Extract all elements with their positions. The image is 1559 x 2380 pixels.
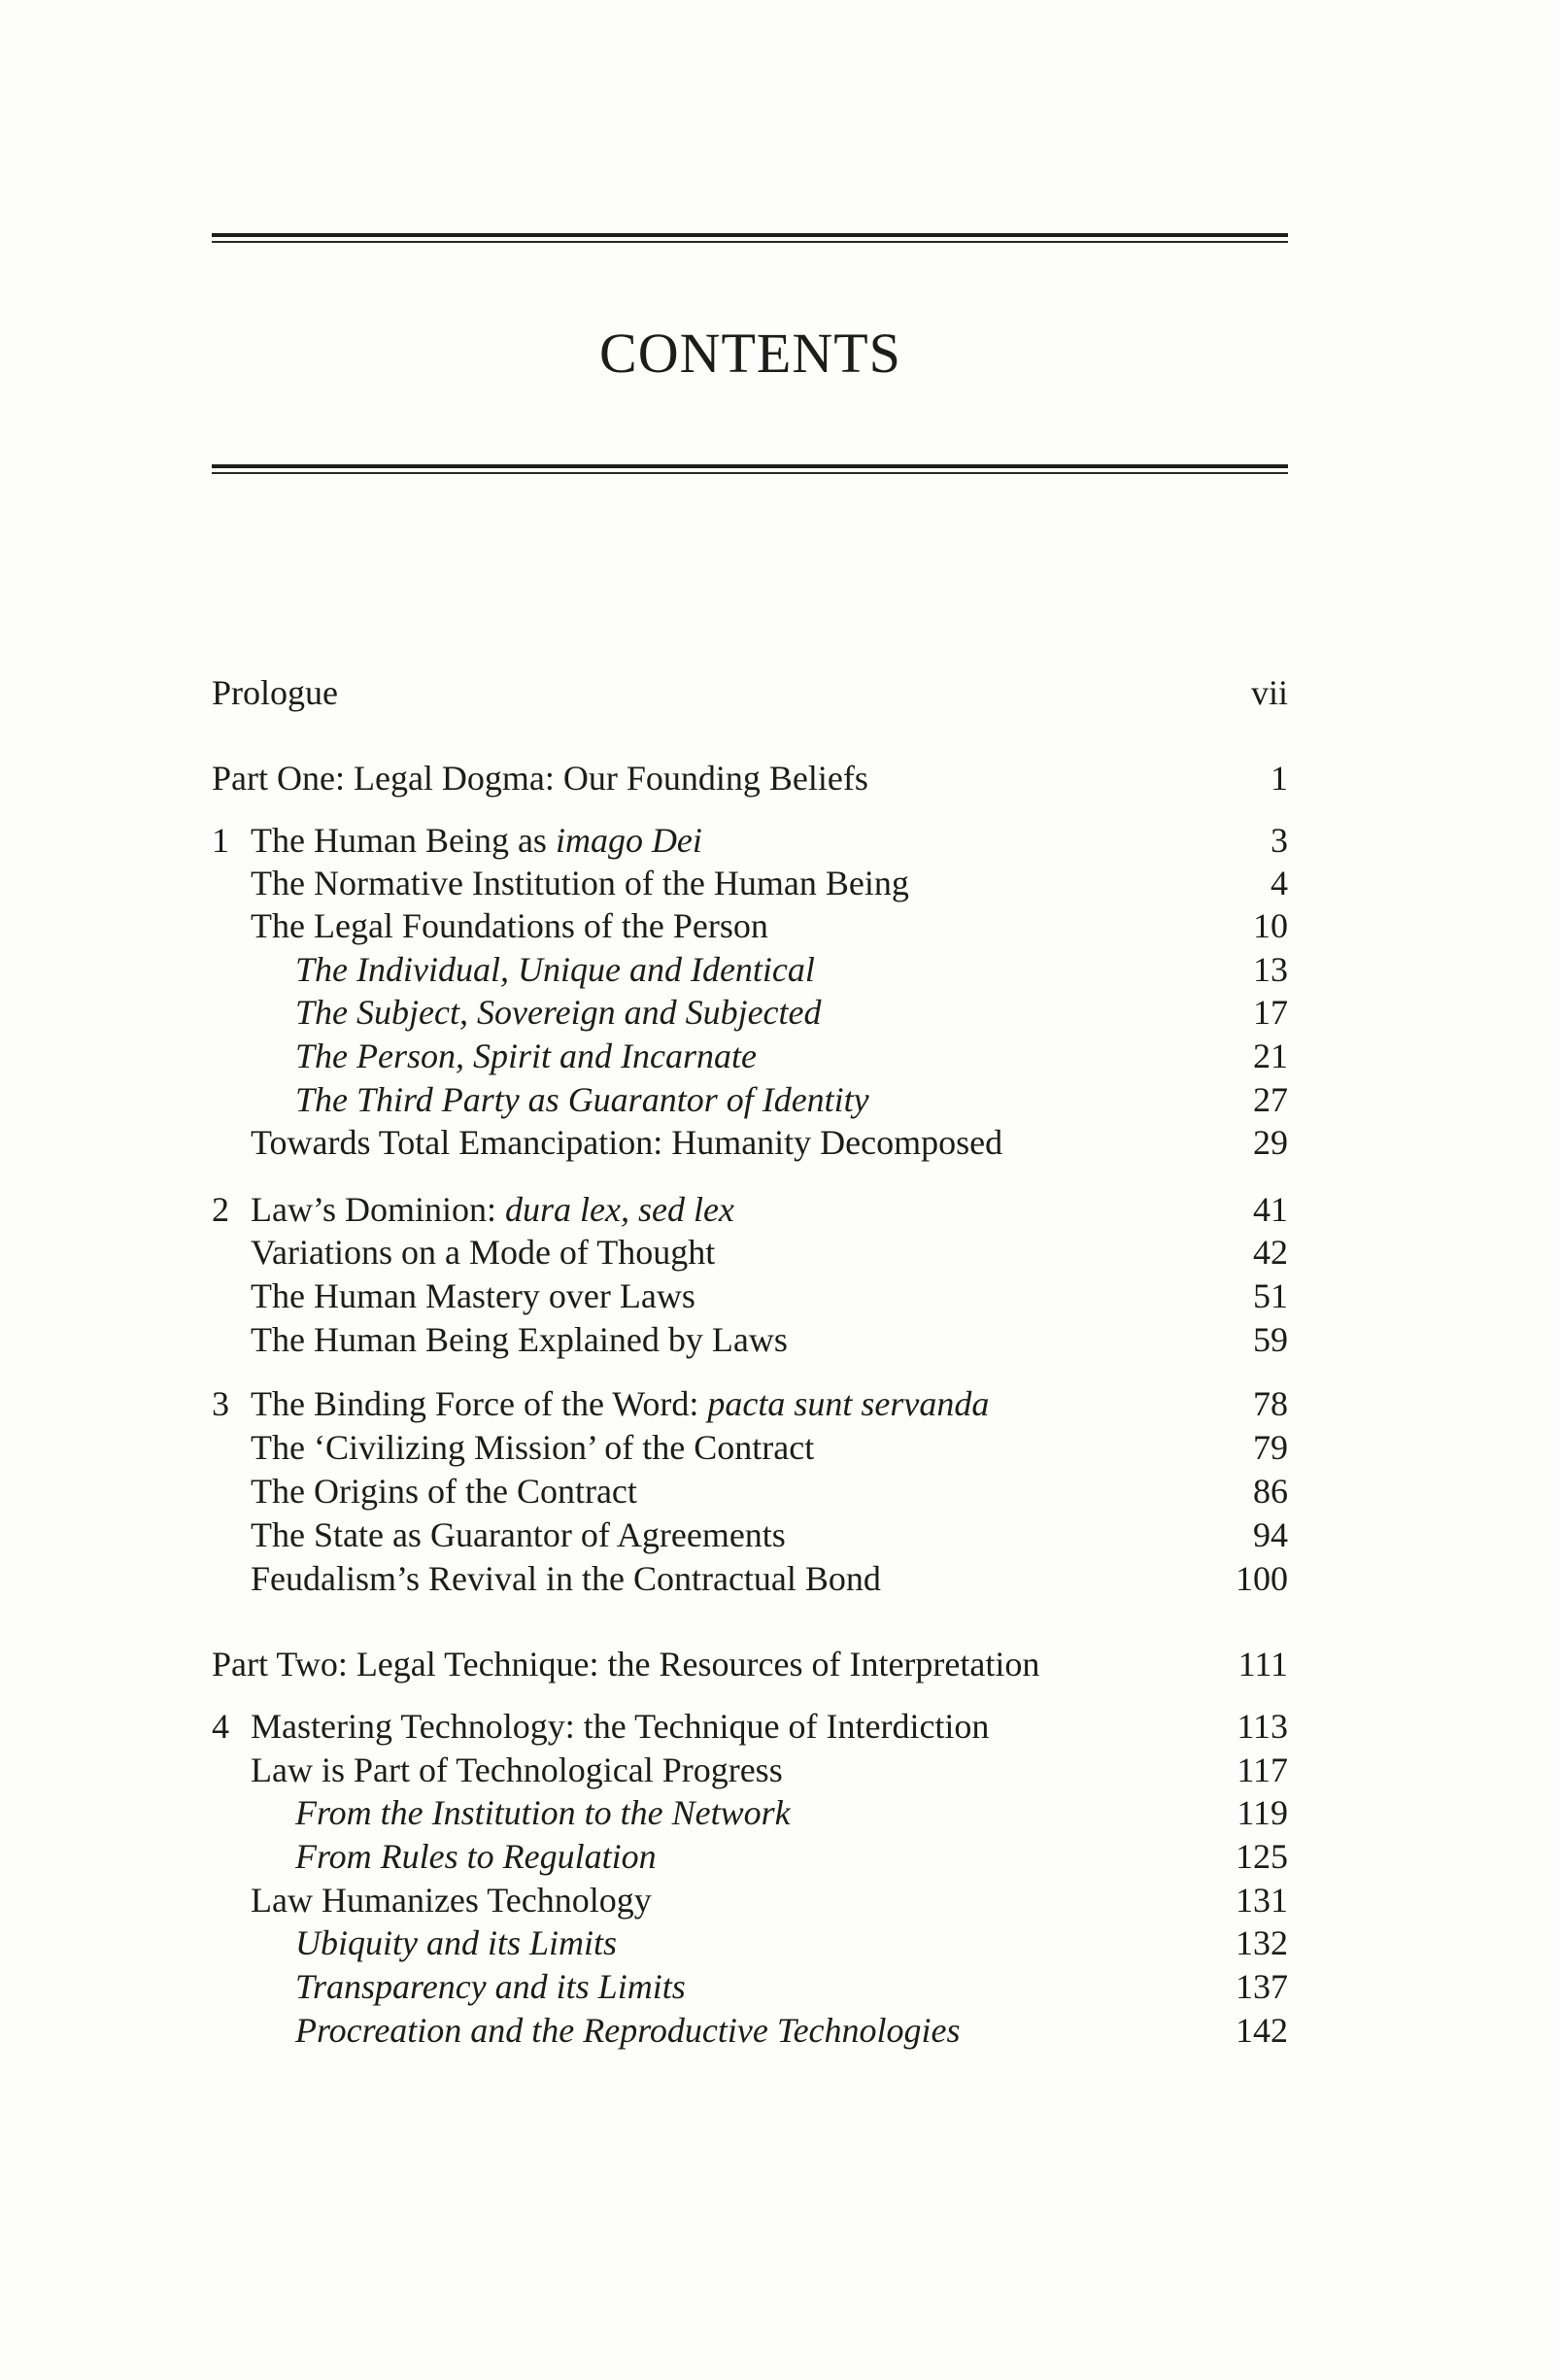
toc-entry-text: imago Dei <box>555 821 702 860</box>
toc-entry <box>212 1120 1288 1165</box>
toc-entry-title <box>251 1878 652 1922</box>
toc-entry-text: The ‘Civilizing Mission’ of the Contract <box>251 1428 815 1467</box>
page-number: 13 <box>1253 950 1288 989</box>
page-number: 137 <box>1236 1967 1288 2006</box>
page-number: 111 <box>1237 1645 1288 1683</box>
toc-entry <box>212 861 1288 905</box>
toc-entry-text: Ubiquity and its Limits <box>295 1923 618 1962</box>
toc-entry-title <box>212 670 338 715</box>
page-number: 3 <box>1271 821 1288 860</box>
toc-entry <box>212 1187 1288 1232</box>
toc-entry-title <box>251 1317 788 1362</box>
toc-entry <box>212 1077 1288 1122</box>
page-number: 119 <box>1237 1793 1288 1832</box>
chapter-number: 2 <box>212 1190 229 1229</box>
page-number: 125 <box>1236 1837 1288 1876</box>
toc-entry <box>212 1513 1288 1557</box>
toc-entry <box>212 903 1288 948</box>
page-number: 27 <box>1253 1080 1288 1119</box>
toc-entry-title <box>295 2008 961 2053</box>
page-number: 100 <box>1236 1559 1288 1598</box>
toc-entry <box>212 1274 1288 1318</box>
page-number: 86 <box>1253 1472 1288 1511</box>
toc-entry-text: Towards Total Emancipation: Humanity Decomposed <box>251 1123 1003 1162</box>
toc-entry-text: Prologue <box>212 673 338 712</box>
chapter-number: 3 <box>212 1384 229 1423</box>
toc-entry-text: Part Two: Legal Technique: the Resources of Interpretation <box>212 1645 1040 1683</box>
toc-entry-title <box>295 990 822 1035</box>
toc-entry-text: The Third Party as Guarantor of Identity <box>295 1080 869 1119</box>
toc-entry-title <box>212 818 702 863</box>
page-number: 113 <box>1237 1707 1288 1746</box>
toc-entry-text: The Human Being Explained by Laws <box>251 1320 788 1359</box>
toc-entry-text: The Normative Institution of the Human Being <box>251 864 909 902</box>
toc-entry-text: Procreation and the Reproductive Technologies <box>295 2011 961 2050</box>
page-number: 41 <box>1253 1190 1288 1229</box>
page-number: 10 <box>1253 906 1288 945</box>
toc-entry-title <box>251 1469 637 1513</box>
page-number: 94 <box>1253 1515 1288 1554</box>
page-number: 21 <box>1253 1037 1288 1075</box>
toc-entry <box>212 1556 1288 1601</box>
toc-entry <box>212 990 1288 1035</box>
toc-entry <box>212 1034 1288 1078</box>
toc-entry-text: The Human Mastery over Laws <box>251 1276 695 1315</box>
page-number: 142 <box>1236 2011 1288 2050</box>
toc-entry-text: Mastering Technology: the Technique of Interdiction <box>251 1707 990 1746</box>
toc-entry-title <box>212 1187 734 1232</box>
toc-entry-text: The State as Guarantor of Agreements <box>251 1515 786 1554</box>
toc-entry-text: Law’s Dominion: <box>251 1190 505 1229</box>
toc-entry-text: Feudalism’s Revival in the Contractual Bond <box>251 1559 881 1598</box>
toc-entry-title <box>295 1034 757 1078</box>
toc-entry <box>212 1748 1288 1792</box>
toc-entry-text: The Individual, Unique and Identical <box>295 950 815 989</box>
chapter-number: 4 <box>212 1707 229 1746</box>
page-number: 79 <box>1253 1428 1288 1467</box>
toc-entry-title <box>212 1381 989 1426</box>
toc-entry-title <box>251 1748 783 1792</box>
toc-entry <box>212 2008 1288 2053</box>
toc-entry-text: The Binding Force of the Word: <box>251 1384 708 1423</box>
toc-entry <box>212 818 1288 863</box>
toc-entry-text: The Origins of the Contract <box>251 1472 637 1511</box>
toc-entry-title <box>295 1921 617 1965</box>
top-double-rule <box>212 233 1288 243</box>
toc-entry-title <box>251 861 909 905</box>
page-number: 132 <box>1236 1923 1288 1962</box>
page-number: 78 <box>1253 1384 1288 1423</box>
page-number: 51 <box>1253 1276 1288 1315</box>
toc-entry-text: From the Institution to the Network <box>295 1793 791 1832</box>
toc-entry-title <box>295 1834 657 1879</box>
page-number: 17 <box>1253 993 1288 1032</box>
bottom-double-rule <box>212 464 1288 474</box>
toc-entry-text: Transparency and its Limits <box>295 1967 686 2006</box>
toc-entry <box>212 1834 1288 1879</box>
toc-entry-text: Part One: Legal Dogma: Our Founding Beliefs <box>212 759 868 798</box>
toc-entry-title <box>295 947 815 992</box>
toc-entry <box>212 1381 1288 1426</box>
page-number: 4 <box>1271 864 1288 902</box>
page-number: vii <box>1250 673 1288 712</box>
page-number: 1 <box>1271 759 1288 798</box>
page-number: 117 <box>1237 1751 1288 1789</box>
toc-entry <box>212 1642 1288 1686</box>
toc-entry-text: dura lex, sed lex <box>504 1190 734 1229</box>
toc-entry-title <box>251 1556 881 1601</box>
page-number: 131 <box>1236 1881 1288 1920</box>
toc-entry-text: pacta sunt servanda <box>707 1384 990 1423</box>
page-number: 42 <box>1253 1233 1288 1272</box>
toc-entry-title <box>295 1964 686 2009</box>
toc-entry <box>212 1704 1288 1749</box>
toc-entry-title <box>212 756 868 800</box>
toc-entry-text: The Legal Foundations of the Person <box>251 906 768 945</box>
toc-entry-text: Variations on a Mode of Thought <box>251 1233 716 1272</box>
chapter-number: 1 <box>212 821 229 860</box>
toc-entry-title <box>295 1790 791 1835</box>
toc-entry-title <box>251 1120 1002 1165</box>
toc-entry-title <box>295 1077 869 1122</box>
toc-entry <box>212 1425 1288 1470</box>
toc-entry <box>212 1964 1288 2009</box>
toc-entry-text: From Rules to Regulation <box>295 1837 657 1876</box>
toc-entry-title <box>251 1425 814 1470</box>
page-number: 29 <box>1253 1123 1288 1162</box>
toc-entry-text: Law Humanizes Technology <box>251 1881 652 1920</box>
toc-entry <box>212 1230 1288 1275</box>
toc-entry-text: The Human Being as <box>251 821 556 860</box>
toc-entry-title <box>251 1513 786 1557</box>
toc-entry <box>212 1317 1288 1362</box>
toc-entry-title <box>212 1642 1039 1686</box>
toc-entry-title <box>251 1230 715 1275</box>
toc-entry <box>212 1790 1288 1835</box>
toc-entry-text: Law is Part of Technological Progress <box>251 1751 783 1789</box>
toc-entry <box>212 670 1288 715</box>
toc-entry-title <box>251 903 768 948</box>
toc-entry <box>212 1921 1288 1965</box>
toc-entry <box>212 756 1288 800</box>
page-number: 59 <box>1253 1320 1288 1359</box>
toc-entry-text: The Person, Spirit and Incarnate <box>295 1037 757 1075</box>
toc-entry-title <box>251 1274 695 1318</box>
toc-entry <box>212 947 1288 992</box>
toc-entry <box>212 1469 1288 1513</box>
toc-entry <box>212 1878 1288 1922</box>
toc-entry-text: The Subject, Sovereign and Subjected <box>295 993 822 1032</box>
page-title: CONTENTS <box>599 322 901 385</box>
toc-entry-title <box>212 1704 989 1749</box>
